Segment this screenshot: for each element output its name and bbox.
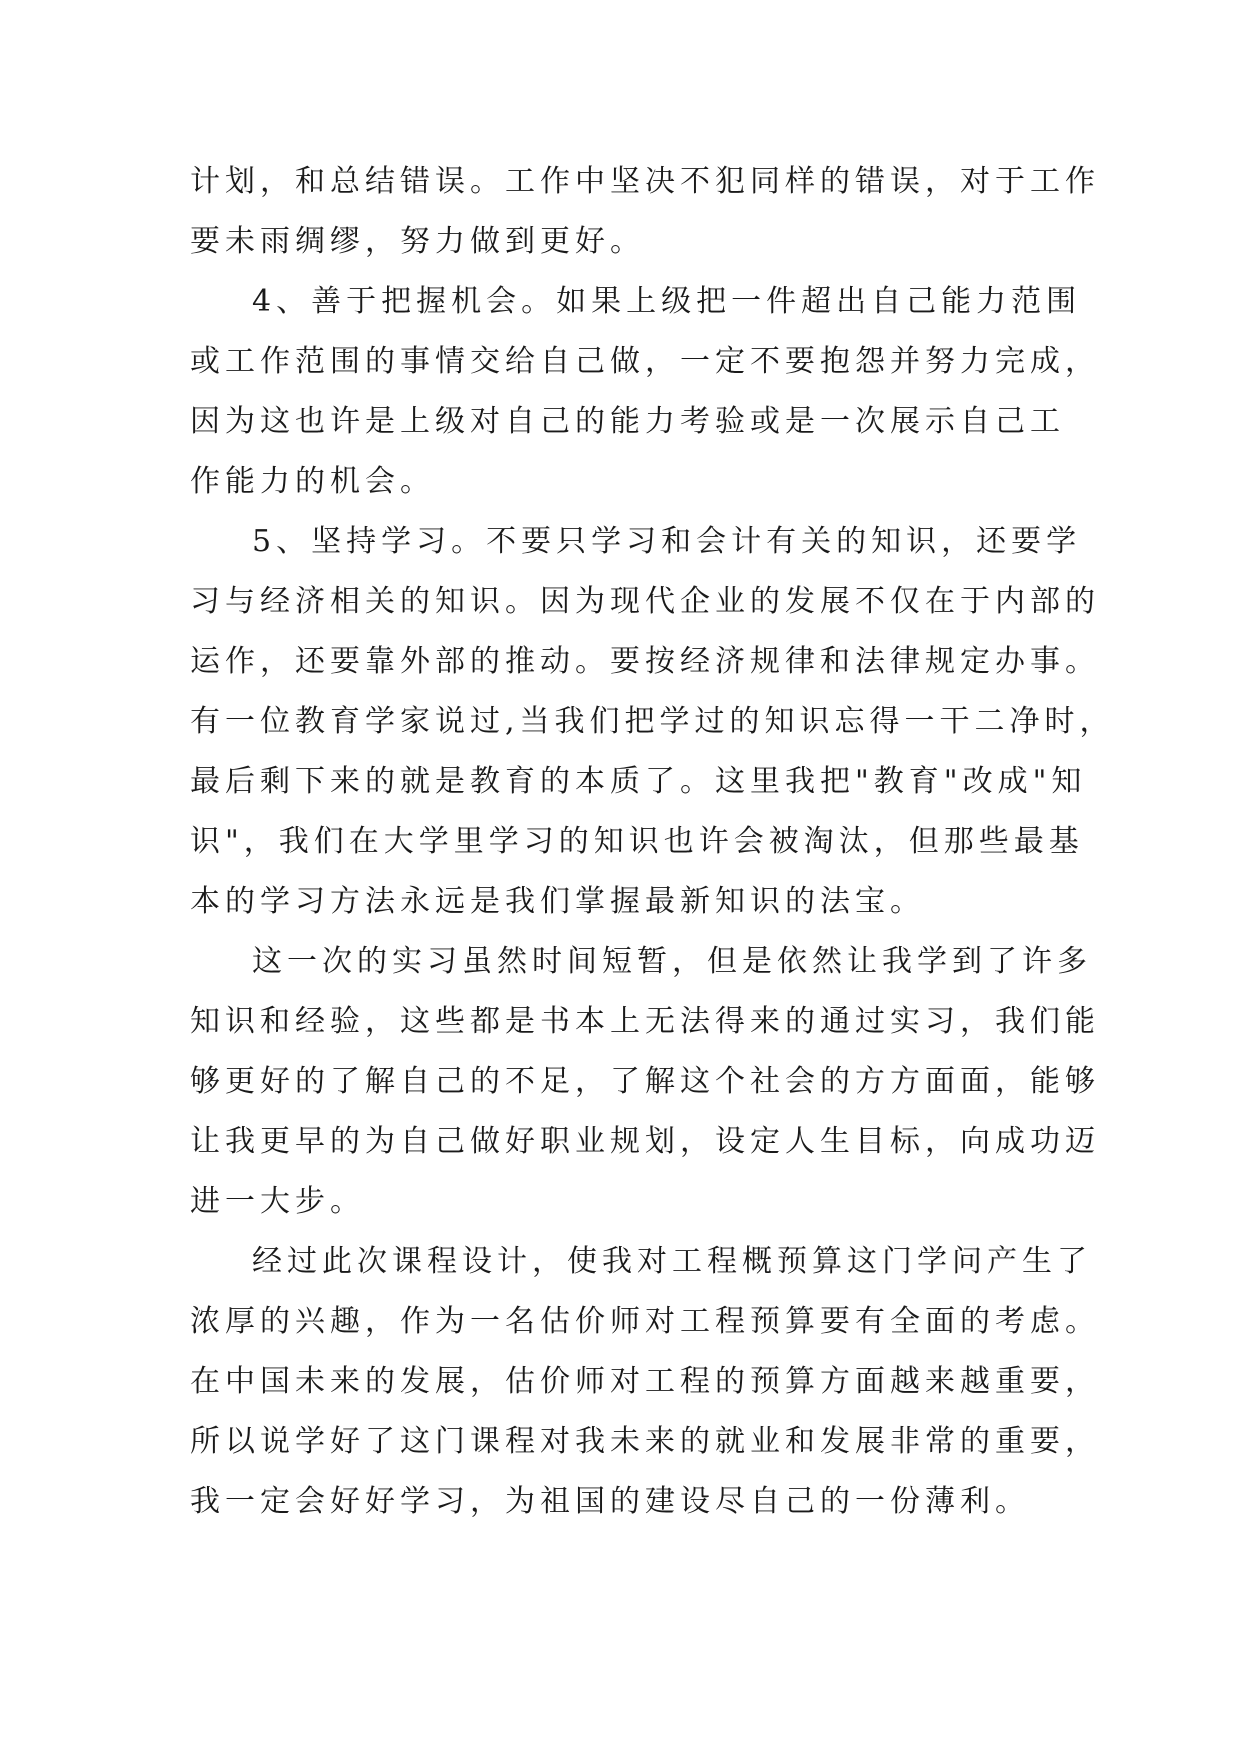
- text-line: 有一位教育学家说过,当我们把学过的知识忘得一干二净时，: [190, 704, 1115, 739]
- paragraph-internship-summary: [190, 932, 1100, 1232]
- text-line: 计划，和总结错误。工作中坚决不犯同样的错误，对于工作: [190, 164, 1100, 199]
- paragraph-point-5: [190, 512, 1115, 932]
- text-line: 因为这也许是上级对自己的能力考验或是一次展示自己工: [190, 404, 1065, 439]
- text-line: 经过此次课程设计，使我对工程概预算这门学问产生了: [252, 1244, 1092, 1279]
- text-line: 够更好的了解自己的不足，了解这个社会的方方面面，能够: [190, 1064, 1100, 1099]
- text-line: 运作，还要靠外部的推动。要按经济规律和法律规定办事。: [190, 644, 1100, 679]
- text-line: 浓厚的兴趣，作为一名估价师对工程预算要有全面的考虑。: [190, 1304, 1100, 1339]
- text-line: 作能力的机会。: [190, 464, 435, 499]
- text-line: 4、善于把握机会。如果上级把一件超出自己能力范围: [252, 284, 1082, 319]
- text-line: 这一次的实习虽然时间短暂，但是依然让我学到了许多: [252, 944, 1092, 979]
- text-line: 让我更早的为自己做好职业规划，设定人生目标，向成功迈: [190, 1124, 1100, 1159]
- text-line: 要未雨绸缪，努力做到更好。: [190, 224, 645, 259]
- text-line: 最后剩下来的就是教育的本质了。这里我把"教育"改成"知: [190, 764, 1087, 799]
- paragraph-continuation: [190, 152, 1100, 272]
- text-line: 识"，我们在大学里学习的知识也许会被淘汰，但那些最基: [190, 824, 1084, 859]
- text-line: 或工作范围的事情交给自己做，一定不要抱怨并努力完成，: [190, 344, 1100, 379]
- text-line: 5、坚持学习。不要只学习和会计有关的知识，还要学: [252, 524, 1082, 559]
- text-line: 知识和经验，这些都是书本上无法得来的通过实习，我们能: [190, 1004, 1100, 1039]
- document-body: [190, 152, 1115, 1532]
- text-line: 习与经济相关的知识。因为现代企业的发展不仅在于内部的: [190, 584, 1100, 619]
- text-line: 在中国未来的发展，估价师对工程的预算方面越来越重要，: [190, 1364, 1100, 1399]
- text-line: 所以说学好了这门课程对我未来的就业和发展非常的重要，: [190, 1424, 1100, 1459]
- text-line: 进一大步。: [190, 1184, 365, 1219]
- paragraph-point-4: [190, 272, 1100, 512]
- text-line: 本的学习方法永远是我们掌握最新知识的法宝。: [190, 884, 925, 919]
- text-line: 我一定会好好学习，为祖国的建设尽自己的一份薄利。: [190, 1484, 1030, 1519]
- paragraph-course-conclusion: [190, 1232, 1100, 1532]
